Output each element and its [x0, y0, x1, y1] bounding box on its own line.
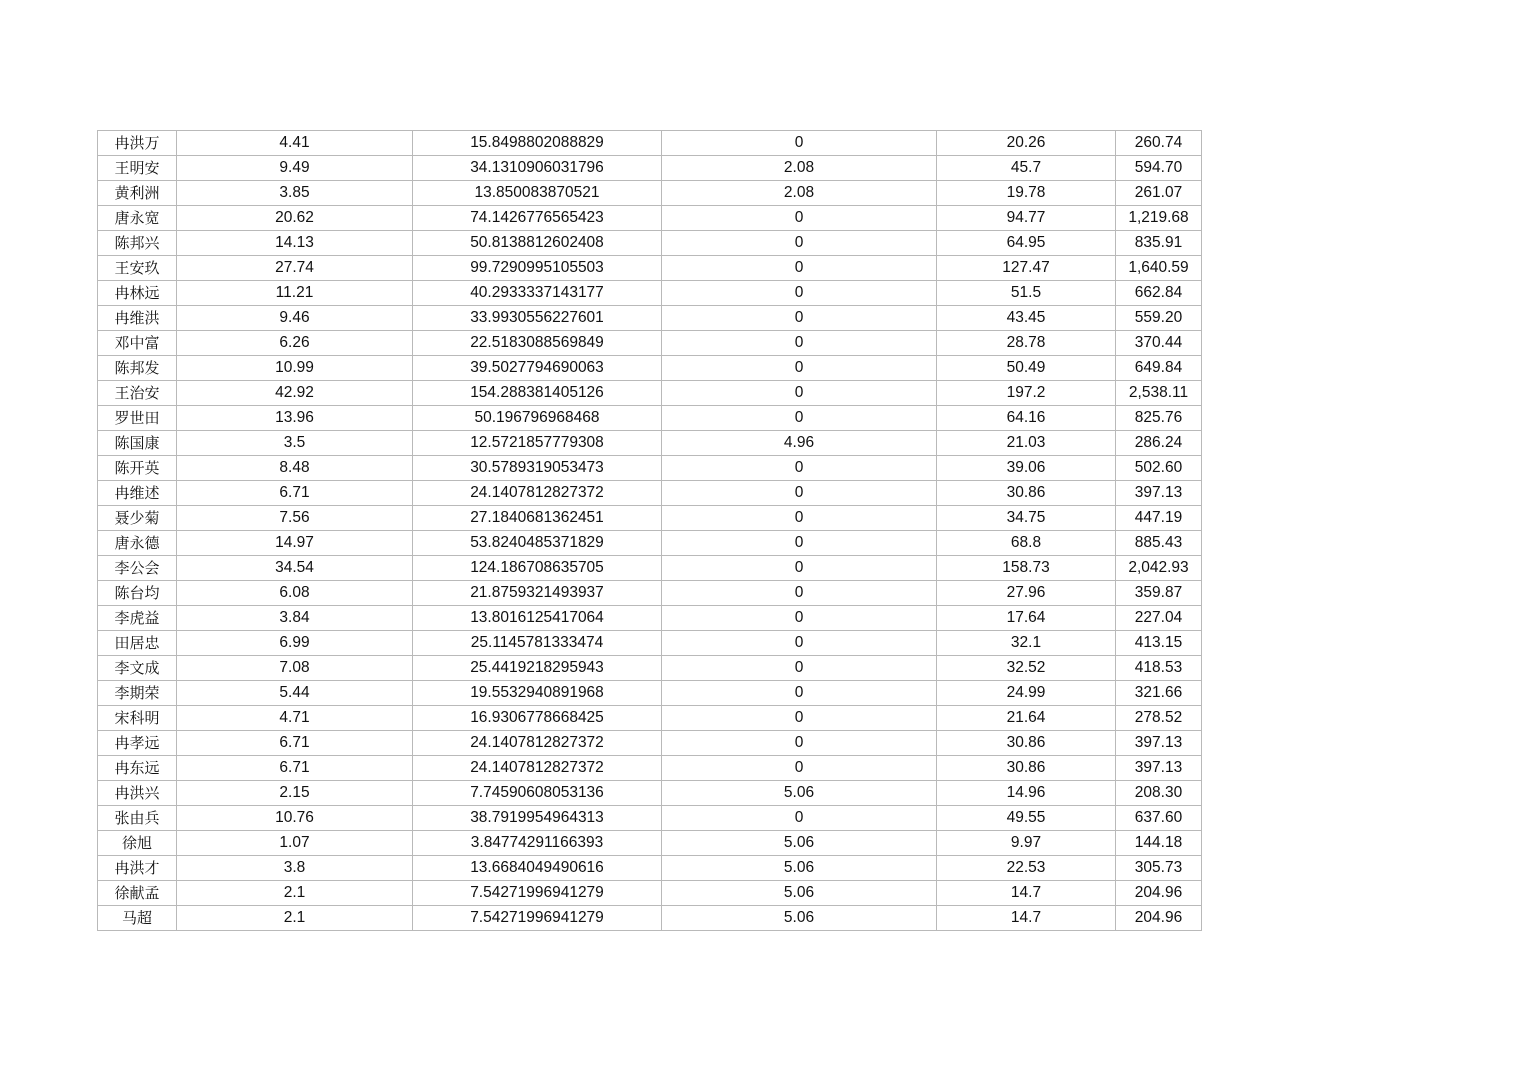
table-row — [98, 606, 1202, 631]
value-cell-2: 13.850083870521 — [413, 181, 662, 206]
amount-cell: 278.52 — [1116, 706, 1202, 731]
value-cell-2: 99.7290995105503 — [413, 256, 662, 281]
name-cell: 冉东远 — [98, 756, 177, 781]
value-cell-3: 0 — [662, 806, 937, 831]
value-cell-3: 0 — [662, 531, 937, 556]
amount-cell: 397.13 — [1116, 756, 1202, 781]
value-cell-3: 2.08 — [662, 156, 937, 181]
table-row — [98, 781, 1202, 806]
value-cell-3: 0 — [662, 631, 937, 656]
value-cell-2: 24.1407812827372 — [413, 731, 662, 756]
value-cell-1: 8.48 — [177, 456, 413, 481]
amount-cell: 397.13 — [1116, 731, 1202, 756]
value-cell-2: 38.7919954964313 — [413, 806, 662, 831]
value-cell-1: 6.08 — [177, 581, 413, 606]
name-cell: 冉洪才 — [98, 856, 177, 881]
value-cell-3: 0 — [662, 381, 937, 406]
value-cell-3: 0 — [662, 306, 937, 331]
value-cell-2: 124.186708635705 — [413, 556, 662, 581]
name-cell: 陈邦兴 — [98, 231, 177, 256]
name-cell: 罗世田 — [98, 406, 177, 431]
value-cell-2: 16.9306778668425 — [413, 706, 662, 731]
value-cell-1: 42.92 — [177, 381, 413, 406]
amount-cell: 144.18 — [1116, 831, 1202, 856]
amount-cell: 305.73 — [1116, 856, 1202, 881]
value-cell-3: 0 — [662, 206, 937, 231]
amount-cell: 418.53 — [1116, 656, 1202, 681]
value-cell-2: 53.8240485371829 — [413, 531, 662, 556]
name-cell: 冉洪兴 — [98, 781, 177, 806]
amount-cell: 594.70 — [1116, 156, 1202, 181]
value-cell-1: 3.85 — [177, 181, 413, 206]
name-cell: 冉孝远 — [98, 731, 177, 756]
table-row — [98, 181, 1202, 206]
value-cell-4: 94.77 — [937, 206, 1116, 231]
table-row — [98, 481, 1202, 506]
value-cell-2: 50.8138812602408 — [413, 231, 662, 256]
value-cell-1: 14.13 — [177, 231, 413, 256]
value-cell-4: 127.47 — [937, 256, 1116, 281]
value-cell-2: 25.4419218295943 — [413, 656, 662, 681]
value-cell-3: 0 — [662, 231, 937, 256]
value-cell-3: 0 — [662, 756, 937, 781]
value-cell-1: 20.62 — [177, 206, 413, 231]
table-row — [98, 856, 1202, 881]
value-cell-4: 43.45 — [937, 306, 1116, 331]
value-cell-4: 50.49 — [937, 356, 1116, 381]
value-cell-1: 7.56 — [177, 506, 413, 531]
value-cell-2: 27.1840681362451 — [413, 506, 662, 531]
value-cell-3: 5.06 — [662, 881, 937, 906]
amount-cell: 825.76 — [1116, 406, 1202, 431]
table-row — [98, 331, 1202, 356]
table-row — [98, 256, 1202, 281]
value-cell-2: 22.5183088569849 — [413, 331, 662, 356]
value-cell-4: 49.55 — [937, 806, 1116, 831]
value-cell-2: 3.84774291166393 — [413, 831, 662, 856]
name-cell: 王安玖 — [98, 256, 177, 281]
table-row — [98, 831, 1202, 856]
name-cell: 马超 — [98, 906, 177, 931]
value-cell-1: 14.97 — [177, 531, 413, 556]
data-table — [97, 130, 1202, 931]
table-row — [98, 806, 1202, 831]
value-cell-2: 15.8498802088829 — [413, 131, 662, 156]
name-cell: 黄利洲 — [98, 181, 177, 206]
value-cell-4: 158.73 — [937, 556, 1116, 581]
value-cell-4: 39.06 — [937, 456, 1116, 481]
value-cell-4: 27.96 — [937, 581, 1116, 606]
value-cell-2: 7.54271996941279 — [413, 881, 662, 906]
value-cell-1: 2.15 — [177, 781, 413, 806]
name-cell: 李虎益 — [98, 606, 177, 631]
value-cell-1: 4.41 — [177, 131, 413, 156]
value-cell-3: 0 — [662, 131, 937, 156]
value-cell-1: 3.84 — [177, 606, 413, 631]
value-cell-3: 0 — [662, 331, 937, 356]
name-cell: 陈开英 — [98, 456, 177, 481]
amount-cell: 649.84 — [1116, 356, 1202, 381]
value-cell-4: 30.86 — [937, 481, 1116, 506]
value-cell-2: 24.1407812827372 — [413, 481, 662, 506]
value-cell-1: 3.8 — [177, 856, 413, 881]
value-cell-2: 21.8759321493937 — [413, 581, 662, 606]
value-cell-4: 9.97 — [937, 831, 1116, 856]
name-cell: 李期荣 — [98, 681, 177, 706]
table-row — [98, 906, 1202, 931]
value-cell-4: 64.95 — [937, 231, 1116, 256]
table-row — [98, 356, 1202, 381]
value-cell-3: 0 — [662, 281, 937, 306]
amount-cell: 321.66 — [1116, 681, 1202, 706]
table-row — [98, 456, 1202, 481]
table-row — [98, 306, 1202, 331]
value-cell-3: 5.06 — [662, 906, 937, 931]
value-cell-4: 14.96 — [937, 781, 1116, 806]
value-cell-3: 0 — [662, 706, 937, 731]
name-cell: 徐旭 — [98, 831, 177, 856]
value-cell-1: 3.5 — [177, 431, 413, 456]
amount-cell: 885.43 — [1116, 531, 1202, 556]
value-cell-3: 0 — [662, 606, 937, 631]
name-cell: 唐永德 — [98, 531, 177, 556]
table-row — [98, 881, 1202, 906]
amount-cell: 2,538.11 — [1116, 381, 1202, 406]
value-cell-4: 32.1 — [937, 631, 1116, 656]
value-cell-1: 13.96 — [177, 406, 413, 431]
value-cell-4: 68.8 — [937, 531, 1116, 556]
amount-cell: 1,640.59 — [1116, 256, 1202, 281]
value-cell-3: 5.06 — [662, 831, 937, 856]
value-cell-4: 64.16 — [937, 406, 1116, 431]
amount-cell: 208.30 — [1116, 781, 1202, 806]
value-cell-3: 0 — [662, 406, 937, 431]
name-cell: 王治安 — [98, 381, 177, 406]
value-cell-1: 6.71 — [177, 481, 413, 506]
amount-cell: 204.96 — [1116, 906, 1202, 931]
table-row — [98, 231, 1202, 256]
name-cell: 冉维洪 — [98, 306, 177, 331]
value-cell-1: 27.74 — [177, 256, 413, 281]
value-cell-4: 34.75 — [937, 506, 1116, 531]
value-cell-4: 28.78 — [937, 331, 1116, 356]
amount-cell: 447.19 — [1116, 506, 1202, 531]
amount-cell: 261.07 — [1116, 181, 1202, 206]
name-cell: 聂少菊 — [98, 506, 177, 531]
value-cell-1: 4.71 — [177, 706, 413, 731]
value-cell-4: 30.86 — [937, 756, 1116, 781]
value-cell-3: 0 — [662, 731, 937, 756]
value-cell-3: 0 — [662, 581, 937, 606]
value-cell-3: 0 — [662, 256, 937, 281]
amount-cell: 413.15 — [1116, 631, 1202, 656]
name-cell: 李公会 — [98, 556, 177, 581]
value-cell-1: 10.76 — [177, 806, 413, 831]
value-cell-1: 6.99 — [177, 631, 413, 656]
amount-cell: 204.96 — [1116, 881, 1202, 906]
value-cell-2: 74.1426776565423 — [413, 206, 662, 231]
table-row — [98, 556, 1202, 581]
value-cell-1: 5.44 — [177, 681, 413, 706]
value-cell-3: 0 — [662, 681, 937, 706]
name-cell: 唐永宽 — [98, 206, 177, 231]
value-cell-4: 24.99 — [937, 681, 1116, 706]
value-cell-4: 22.53 — [937, 856, 1116, 881]
value-cell-1: 2.1 — [177, 906, 413, 931]
value-cell-4: 14.7 — [937, 906, 1116, 931]
value-cell-2: 154.288381405126 — [413, 381, 662, 406]
value-cell-3: 5.06 — [662, 856, 937, 881]
value-cell-2: 19.5532940891968 — [413, 681, 662, 706]
amount-cell: 286.24 — [1116, 431, 1202, 456]
value-cell-2: 12.5721857779308 — [413, 431, 662, 456]
value-cell-3: 0 — [662, 356, 937, 381]
value-cell-4: 14.7 — [937, 881, 1116, 906]
value-cell-4: 20.26 — [937, 131, 1116, 156]
amount-cell: 637.60 — [1116, 806, 1202, 831]
value-cell-2: 24.1407812827372 — [413, 756, 662, 781]
amount-cell: 559.20 — [1116, 306, 1202, 331]
value-cell-1: 1.07 — [177, 831, 413, 856]
value-cell-1: 34.54 — [177, 556, 413, 581]
table-row — [98, 431, 1202, 456]
table-row — [98, 506, 1202, 531]
amount-cell: 1,219.68 — [1116, 206, 1202, 231]
amount-cell: 835.91 — [1116, 231, 1202, 256]
table-row — [98, 756, 1202, 781]
value-cell-4: 19.78 — [937, 181, 1116, 206]
value-cell-1: 6.26 — [177, 331, 413, 356]
value-cell-4: 30.86 — [937, 731, 1116, 756]
name-cell: 邓中富 — [98, 331, 177, 356]
name-cell: 陈台均 — [98, 581, 177, 606]
value-cell-4: 17.64 — [937, 606, 1116, 631]
table-row — [98, 281, 1202, 306]
value-cell-4: 32.52 — [937, 656, 1116, 681]
value-cell-1: 9.49 — [177, 156, 413, 181]
name-cell: 陈邦发 — [98, 356, 177, 381]
name-cell: 陈国康 — [98, 431, 177, 456]
name-cell: 徐献孟 — [98, 881, 177, 906]
value-cell-4: 21.03 — [937, 431, 1116, 456]
value-cell-2: 7.54271996941279 — [413, 906, 662, 931]
value-cell-4: 21.64 — [937, 706, 1116, 731]
amount-cell: 260.74 — [1116, 131, 1202, 156]
name-cell: 王明安 — [98, 156, 177, 181]
name-cell: 李文成 — [98, 656, 177, 681]
amount-cell: 359.87 — [1116, 581, 1202, 606]
table-row — [98, 681, 1202, 706]
value-cell-2: 39.5027794690063 — [413, 356, 662, 381]
table-row — [98, 656, 1202, 681]
value-cell-4: 45.7 — [937, 156, 1116, 181]
value-cell-3: 4.96 — [662, 431, 937, 456]
name-cell: 张由兵 — [98, 806, 177, 831]
amount-cell: 370.44 — [1116, 331, 1202, 356]
value-cell-4: 197.2 — [937, 381, 1116, 406]
value-cell-1: 6.71 — [177, 731, 413, 756]
table-row — [98, 706, 1202, 731]
table-row — [98, 131, 1202, 156]
table-row — [98, 581, 1202, 606]
value-cell-2: 30.5789319053473 — [413, 456, 662, 481]
value-cell-1: 6.71 — [177, 756, 413, 781]
table-row — [98, 406, 1202, 431]
value-cell-2: 25.1145781333474 — [413, 631, 662, 656]
table-row — [98, 156, 1202, 181]
table-row — [98, 206, 1202, 231]
value-cell-1: 10.99 — [177, 356, 413, 381]
value-cell-3: 5.06 — [662, 781, 937, 806]
table-row — [98, 631, 1202, 656]
value-cell-3: 0 — [662, 656, 937, 681]
value-cell-3: 0 — [662, 481, 937, 506]
amount-cell: 2,042.93 — [1116, 556, 1202, 581]
amount-cell: 662.84 — [1116, 281, 1202, 306]
value-cell-2: 13.6684049490616 — [413, 856, 662, 881]
value-cell-2: 50.196796968468 — [413, 406, 662, 431]
value-cell-1: 11.21 — [177, 281, 413, 306]
value-cell-2: 13.8016125417064 — [413, 606, 662, 631]
name-cell: 冉维述 — [98, 481, 177, 506]
name-cell: 冉林远 — [98, 281, 177, 306]
value-cell-1: 9.46 — [177, 306, 413, 331]
table-body — [98, 131, 1202, 931]
value-cell-1: 7.08 — [177, 656, 413, 681]
value-cell-3: 2.08 — [662, 181, 937, 206]
value-cell-2: 7.74590608053136 — [413, 781, 662, 806]
amount-cell: 397.13 — [1116, 481, 1202, 506]
name-cell: 田居忠 — [98, 631, 177, 656]
name-cell: 宋科明 — [98, 706, 177, 731]
table-row — [98, 381, 1202, 406]
value-cell-2: 34.1310906031796 — [413, 156, 662, 181]
value-cell-3: 0 — [662, 506, 937, 531]
value-cell-3: 0 — [662, 456, 937, 481]
name-cell: 冉洪万 — [98, 131, 177, 156]
value-cell-2: 40.2933337143177 — [413, 281, 662, 306]
value-cell-3: 0 — [662, 556, 937, 581]
table-row — [98, 731, 1202, 756]
amount-cell: 502.60 — [1116, 456, 1202, 481]
value-cell-4: 51.5 — [937, 281, 1116, 306]
amount-cell: 227.04 — [1116, 606, 1202, 631]
value-cell-1: 2.1 — [177, 881, 413, 906]
value-cell-2: 33.9930556227601 — [413, 306, 662, 331]
table-row — [98, 531, 1202, 556]
